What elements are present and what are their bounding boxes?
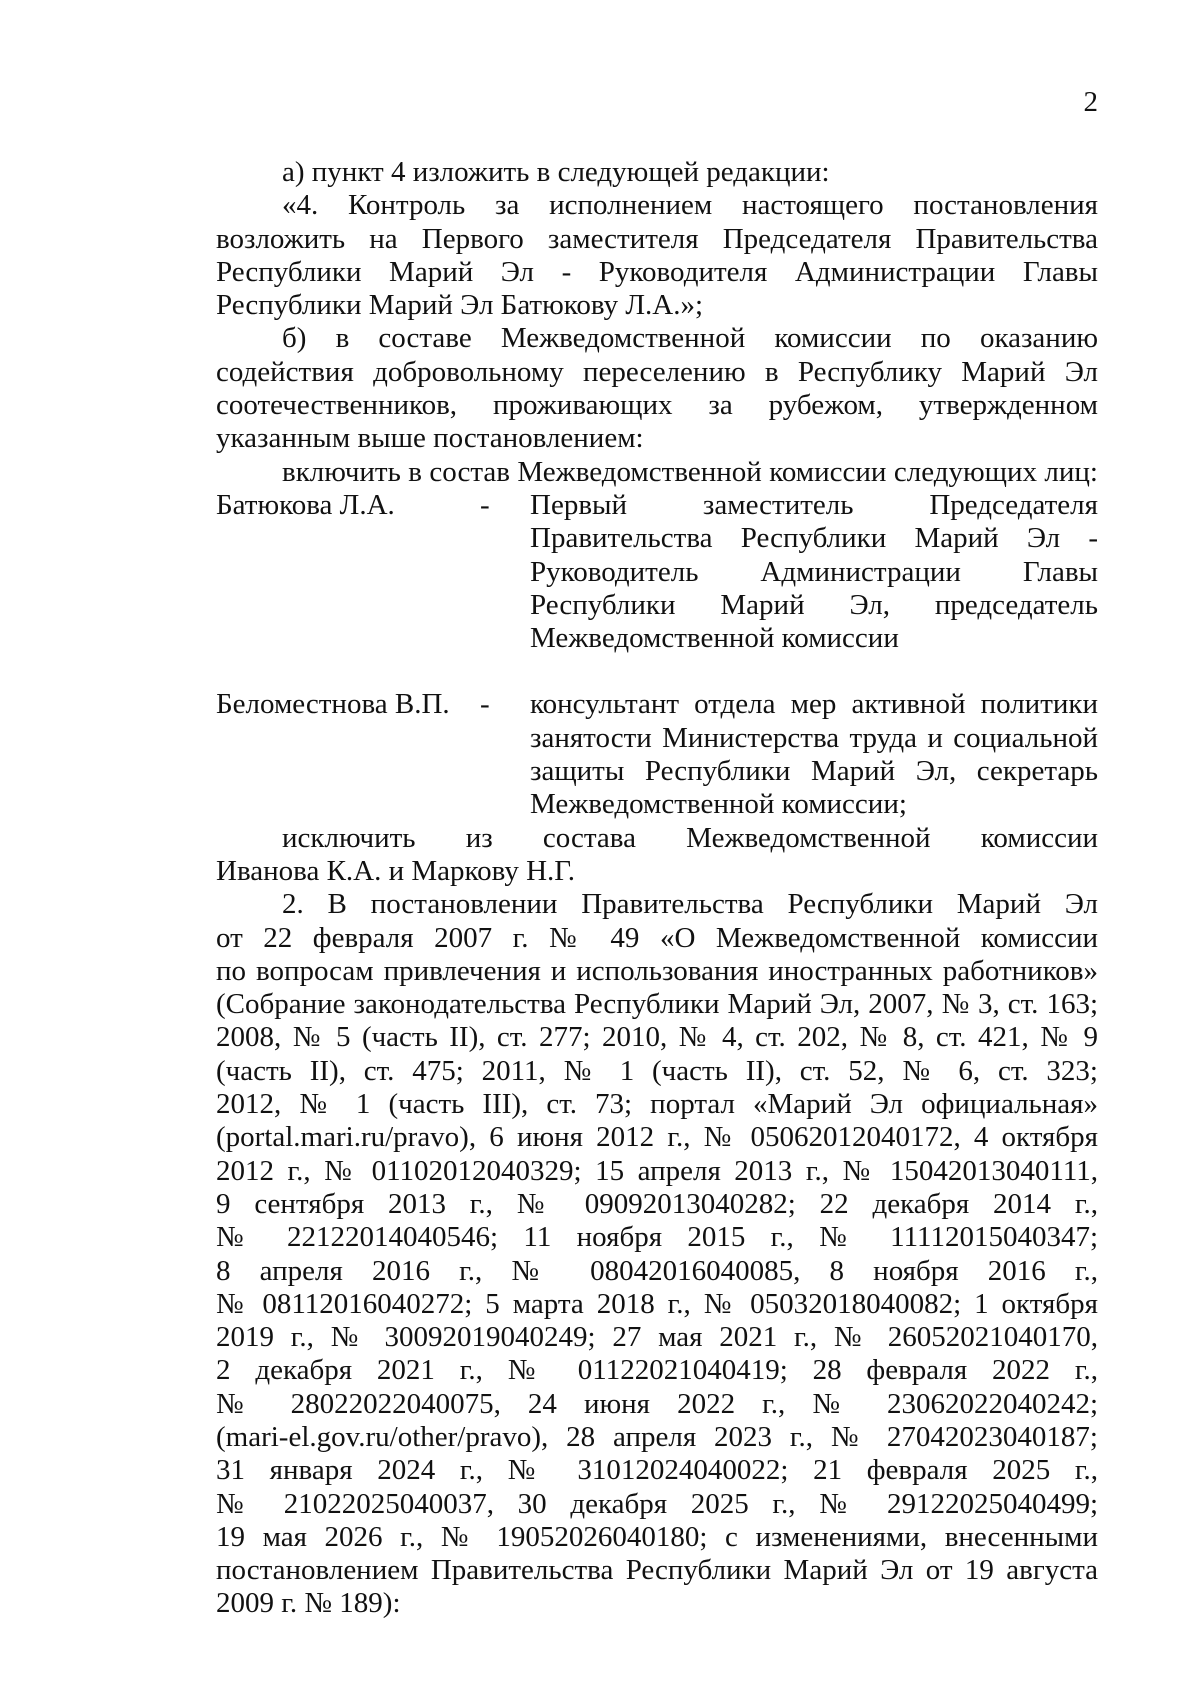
item-4-line: «4. Контроль за исполнением настоящего постановления bbox=[282, 189, 1098, 222]
item-2-line: 8 апреля 2016 г., № 08042016040085, 8 ноября 2016 г., bbox=[216, 1254, 1098, 1287]
member-position-line: Первый заместитель Председателя bbox=[530, 488, 1098, 521]
item-2-line: № 28022022040075, 24 июня 2022 г., № 23062022040242; bbox=[216, 1387, 1098, 1420]
member-position-line: занятости Министерства труда и социальной bbox=[530, 721, 1098, 754]
item-2-line: № 22122014040546; 11 ноября 2015 г., № 11112015040347; bbox=[216, 1221, 1098, 1254]
item-b-line: б) в составе Межведомственной комиссии по оказанию bbox=[282, 322, 1098, 355]
page-number: 2 bbox=[1083, 86, 1098, 118]
item-2-line: 2008, № 5 (часть II), ст. 277; 2010, № 4, ст. 202, № 8, ст. 421, № 9 bbox=[216, 1021, 1098, 1054]
item-2-line: (Собрание законодательства Республики Марий Эл, 2007, № 3, ст. 163; bbox=[216, 988, 1098, 1021]
item-2-line: по вопросам привлечения и использования иностранных работников» bbox=[216, 954, 1098, 987]
item-b-line: соотечественников, проживающих за рубежом, утвержденном bbox=[216, 389, 1098, 422]
exclude-paragraph bbox=[216, 822, 1098, 889]
item-4-line: возложить на Первого заместителя Председателя Правительства bbox=[216, 222, 1098, 255]
member-name: Беломестнова В.П. bbox=[216, 688, 450, 721]
item-4-quote bbox=[216, 189, 1098, 322]
item-2-line: 2 декабря 2021 г., № 01122021040419; 28 февраля 2022 г., bbox=[216, 1354, 1098, 1387]
member-position-line: Межведомственной комиссии bbox=[530, 622, 899, 655]
member-row-batyukova bbox=[216, 489, 1098, 655]
item-2-paragraph bbox=[216, 888, 1098, 1621]
item-b-paragraph bbox=[216, 322, 1098, 455]
item-2-line: 2. В постановлении Правительства Республики Марий Эл bbox=[282, 888, 1098, 921]
item-4-line: Республики Марий Эл Батюкову Л.А.»; bbox=[216, 289, 704, 322]
member-name: Батюкова Л.А. bbox=[216, 488, 395, 521]
member-dash: - bbox=[480, 688, 490, 721]
item-2-line: 9 сентября 2013 г., № 09092013040282; 22 декабря 2014 г., bbox=[216, 1187, 1098, 1220]
item-2-line: 31 января 2024 г., № 31012024040022; 21 февраля 2025 г., bbox=[216, 1454, 1098, 1487]
item-2-line: постановлением Правительства Республики Марий Эл от 19 августа bbox=[216, 1554, 1098, 1587]
item-2-line: (portal.mari.ru/pravo), 6 июня 2012 г., № 05062012040172, 4 октября bbox=[216, 1121, 1098, 1154]
member-position-line: консультант отдела мер активной политики bbox=[530, 688, 1098, 721]
member-row-belomestnova bbox=[216, 688, 1098, 821]
item-2-line: № 08112016040272; 5 марта 2018 г., № 05032018040082; 1 октября bbox=[216, 1287, 1098, 1320]
member-position bbox=[530, 688, 1098, 821]
member-position-line: Правительства Республики Марий Эл - bbox=[530, 522, 1098, 555]
item-2-line: (mari-el.gov.ru/other/pravo), 28 апреля 2023 г., № 27042023040187; bbox=[216, 1420, 1098, 1453]
document-body bbox=[216, 156, 1098, 1621]
member-dash: - bbox=[480, 488, 490, 521]
spacer bbox=[216, 655, 1098, 688]
exclude-line: Иванова К.А. и Маркову Н.Г. bbox=[216, 854, 576, 887]
item-b-line: содействия добровольному переселению в Республику Марий Эл bbox=[216, 355, 1098, 388]
member-position-line: Республики Марий Эл, председатель bbox=[530, 588, 1098, 621]
member-position-line: Руководитель Администрации Главы bbox=[530, 555, 1098, 588]
item-a-paragraph: а) пункт 4 изложить в следующей редакции: bbox=[282, 156, 830, 188]
item-2-line: 19 мая 2026 г., № 19052026040180; с изменениями, внесенными bbox=[216, 1520, 1098, 1553]
item-4-line: Республики Марий Эл - Руководителя Администрации Главы bbox=[216, 255, 1098, 288]
item-b-line: указанным выше постановлением: bbox=[216, 422, 644, 455]
item-2-line: 2012 г., № 01102012040329; 15 апреля 2013 г., № 15042013040111, bbox=[216, 1154, 1098, 1187]
item-2-line: 2009 г. № 189): bbox=[216, 1587, 401, 1620]
member-position-line: защиты Республики Марий Эл, секретарь bbox=[530, 755, 1098, 788]
item-2-line: от 22 февраля 2007 г. № 49 «О Межведомственной комиссии bbox=[216, 921, 1098, 954]
member-position bbox=[530, 489, 1098, 655]
member-position-line: Межведомственной комиссии; bbox=[530, 788, 907, 821]
exclude-line: исключить из состава Межведомственной комиссии bbox=[282, 821, 1098, 854]
item-2-line: (часть II), ст. 475; 2011, № 1 (часть II), ст. 52, № 6, ст. 323; bbox=[216, 1054, 1098, 1087]
item-2-line: 2012, № 1 (часть III), ст. 73; портал «Марий Эл официальная» bbox=[216, 1088, 1098, 1121]
include-line: включить в состав Межведомственной комиссии следующих лиц: bbox=[282, 455, 1098, 488]
item-2-line: № 21022025040037, 30 декабря 2025 г., № 29122025040499; bbox=[216, 1487, 1098, 1520]
item-2-line: 2019 г., № 30092019040249; 27 мая 2021 г., № 26052021040170, bbox=[216, 1321, 1098, 1354]
